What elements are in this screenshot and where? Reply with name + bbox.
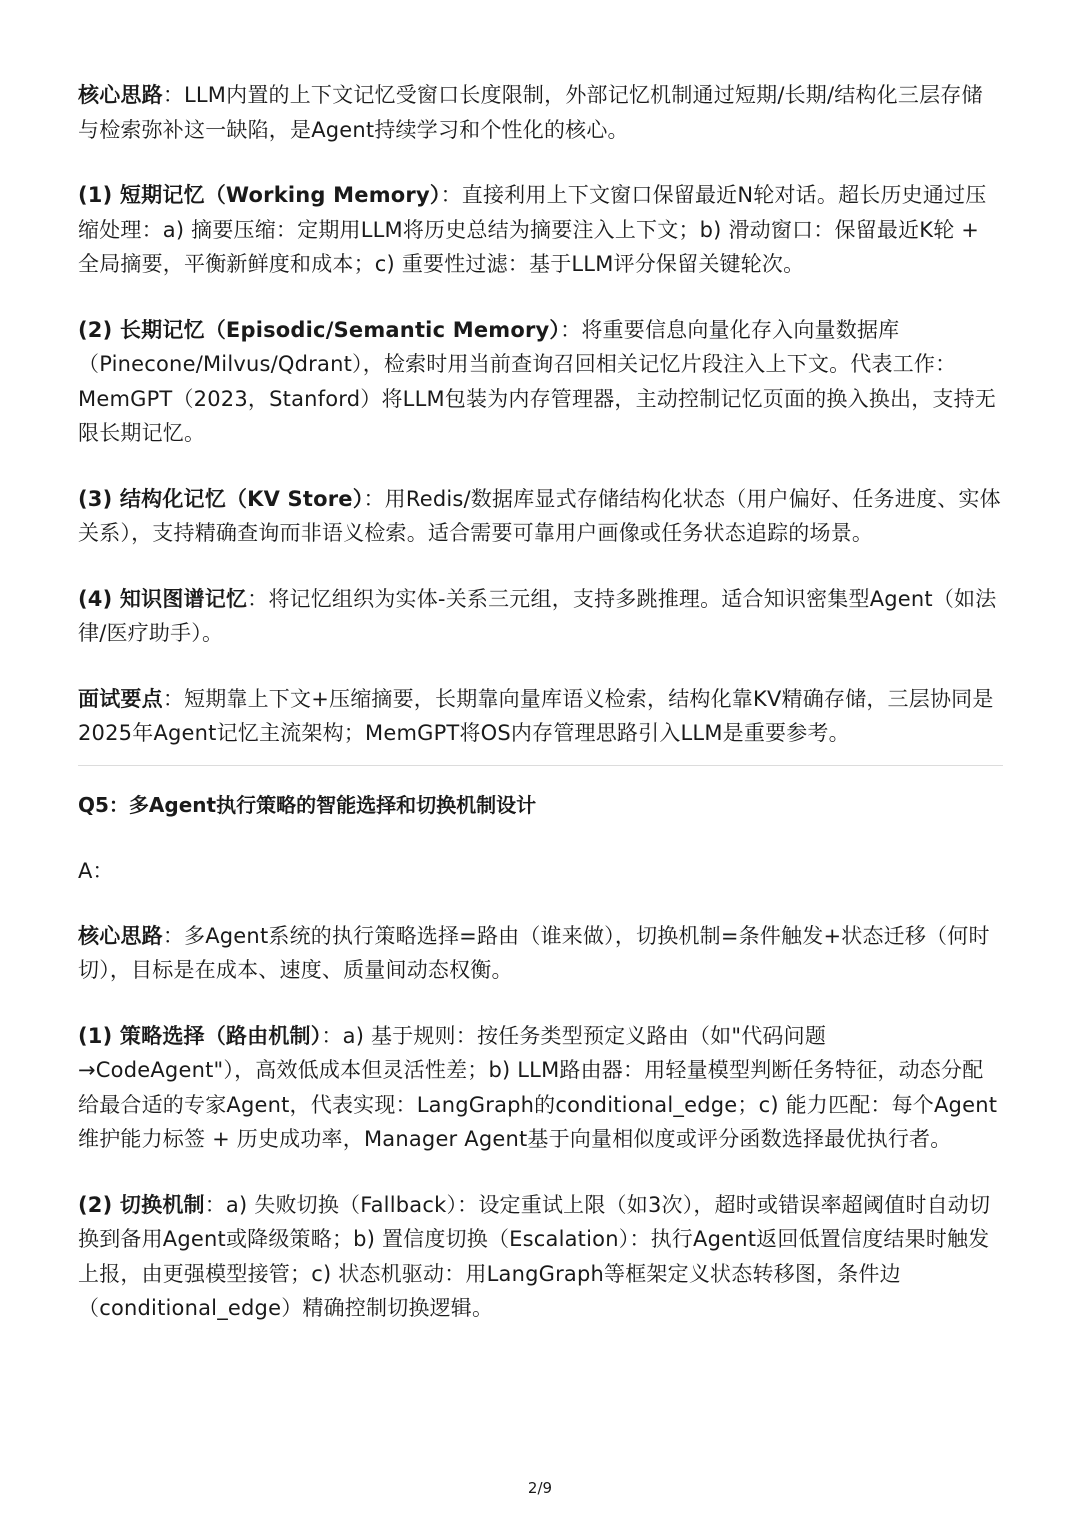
paragraph-switch-mechanism — [78, 1188, 1003, 1326]
paragraph-lead: 面试要点 — [78, 686, 163, 711]
paragraph-lead: (4) 知识图谱记忆 — [78, 586, 248, 611]
paragraph-strategy-selection — [78, 1019, 1003, 1157]
paragraph-lead: (1) 策略选择（路由机制） — [78, 1023, 322, 1048]
paragraph-text: ：将重要信息向量化存入向量数据库（Pinecone/Milvus/Qdrant），检索时用当前查询召回相关记忆片段注入上下文。代表工作：MemGPT（2023，Stanford）将LLM包装为内存管理器，主动控制记忆页面的换入换出，支持无限长期记忆。 — [78, 317, 996, 445]
paragraph-short-term-memory — [78, 178, 1003, 282]
paragraph-text: ：直接利用上下文窗口保留最近N轮对话。超长历史通过压缩处理：a) 摘要压缩：定期用LLM将历史总结为摘要注入上下文；b) 滑动窗口：保留最近K轮 + 全局摘要，平衡新鲜度和成本；c) 重要性过滤：基于LLM评分保留关键轮次。 — [78, 183, 987, 276]
section-divider — [78, 765, 1003, 766]
paragraph-text: ：多Agent系统的执行策略选择=路由（谁来做），切换机制=条件触发+状态迁移（何时切），目标是在成本、速度、质量间动态权衡。 — [78, 923, 990, 982]
paragraph-lead: (3) 结构化记忆（KV Store） — [78, 486, 364, 511]
paragraph-core-idea-q5 — [78, 919, 1003, 988]
paragraph-long-term-memory — [78, 313, 1003, 451]
paragraph-core-idea — [78, 78, 1003, 147]
paragraph-lead: (2) 长期记忆（Episodic/Semantic Memory） — [78, 317, 561, 342]
paragraph-text: ：LLM内置的上下文记忆受窗口长度限制，外部记忆机制通过短期/长期/结构化三层存储与检索弥补这一缺陷，是Agent持续学习和个性化的核心。 — [78, 83, 983, 142]
document-body — [78, 78, 1003, 1357]
paragraph-text: ：短期靠上下文+压缩摘要，长期靠向量库语义检索，结构化靠KV精确存储，三层协同是2025年Agent记忆主流架构；MemGPT将OS内存管理思路引入LLM是重要参考。 — [78, 686, 994, 745]
paragraph-lead: 核心思路 — [78, 923, 163, 948]
answer-label: A： — [78, 858, 114, 883]
paragraph-text: ：将记忆组织为实体-关系三元组，支持多跳推理。适合知识密集型Agent（如法律/医疗助手）。 — [78, 586, 997, 645]
paragraph-structured-memory — [78, 482, 1003, 551]
paragraph-lead: (2) 切换机制 — [78, 1192, 205, 1217]
page-number: 2/9 — [527, 1479, 553, 1497]
paragraph-text: ：用Redis/数据库显式存储结构化状态（用户偏好、任务进度、实体关系），支持精确查询而非语义检索。适合需要可靠用户画像或任务状态追踪的场景。 — [78, 486, 1001, 545]
paragraph-interview-points — [78, 682, 1003, 751]
paragraph-knowledge-graph-memory — [78, 582, 1003, 651]
paragraph-lead: 核心思路 — [78, 83, 163, 107]
question-heading: Q5：多Agent执行策略的智能选择和切换机制设计 — [78, 792, 537, 817]
paragraph-text: ：a) 失败切换（Fallback）：设定重试上限（如3次），超时或错误率超阈值时自动切换到备用Agent或降级策略；b) 置信度切换（Escalation）：执行Agent返回低置信度结果时触发上报，由更强模型接管；c) 状态机驱动：用LangGraph等框架定义状态转移图，条件边（conditional_edge）精确控制切换逻辑。 — [78, 1192, 991, 1320]
paragraph-lead: (1) 短期记忆（Working Memory） — [78, 183, 441, 207]
paragraph-text: ：a) 基于规则：按任务类型预定义路由（如"代码问题→CodeAgent"），高效低成本但灵活性差；b) LLM路由器：用轻量模型判断任务特征，动态分配给最合适的专家Agent，代表实现：LangGraph的conditional_edge；c) 能力匹配：每个Agent维护能力标签 + 历史成功率，Manager Agent基于向量相似度或评分函数选择最优执行者。 — [78, 1023, 998, 1151]
